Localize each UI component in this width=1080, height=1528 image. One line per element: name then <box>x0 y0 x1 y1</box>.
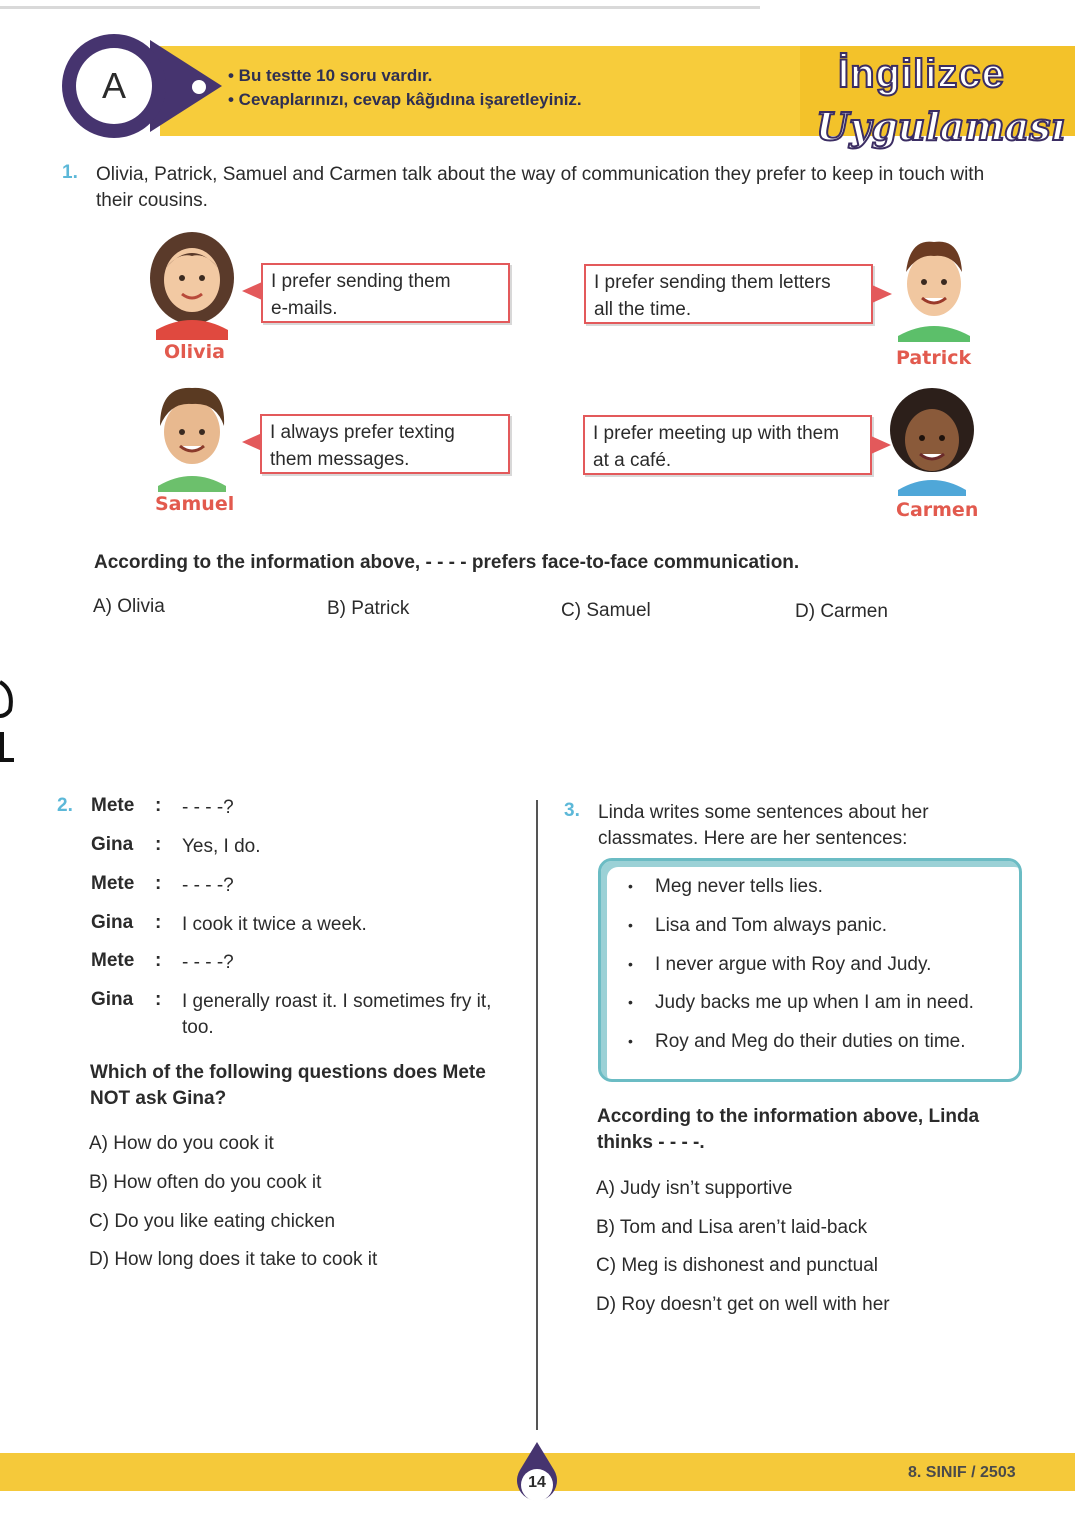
dialogue-colon: : <box>155 834 162 855</box>
dialogue-line: - - - -? <box>182 797 234 818</box>
q1-option-b[interactable]: B) Patrick <box>327 598 410 619</box>
q3-option-a[interactable]: A) Judy isn’t supportive <box>596 1178 793 1199</box>
sentence-item: Lisa and Tom always panic. <box>655 915 887 936</box>
q1-number: 1. <box>62 162 78 183</box>
patrick-avatar <box>888 232 980 342</box>
q2-question <box>90 1060 486 1112</box>
dialogue-line: I cook it twice a week. <box>182 914 367 935</box>
bullet-icon: • <box>628 956 633 972</box>
samuel-name: Samuel <box>155 493 235 515</box>
bubble-line: I prefer sending them letters <box>594 272 831 293</box>
q3-question-line: thinks - - - -. <box>597 1132 705 1153</box>
bubble-line: e-mails. <box>271 298 338 319</box>
page-number: 14 <box>528 1474 546 1491</box>
bullet-icon: • <box>628 878 633 894</box>
bubble-line: I always prefer texting <box>270 422 455 443</box>
top-rule <box>0 6 760 9</box>
patrick-name: Patrick <box>896 347 972 369</box>
q3-stem <box>598 800 929 852</box>
q2-option-d[interactable]: D) How long does it take to cook it <box>89 1249 378 1270</box>
instruction-line: • Cevaplarınızı, cevap kâğıdına işaretleyiniz. <box>228 90 582 109</box>
dialogue-speaker: Mete <box>91 795 135 816</box>
sentence-item: I never argue with Roy and Judy. <box>655 954 932 975</box>
dialogue-colon: : <box>155 912 162 933</box>
q1-stem-line: Olivia, Patrick, Samuel and Carmen talk about the way of communication they prefer to keep in touch with <box>96 164 985 185</box>
dialogue-line: I generally roast it. I sometimes fry it, <box>182 991 492 1012</box>
bubble-line: at a café. <box>593 450 672 471</box>
sentence-item: Meg never tells lies. <box>655 876 823 897</box>
brand-subtitle: Uygulaması <box>816 104 1066 149</box>
carmen-name: Carmen <box>896 499 979 521</box>
q2-option-a[interactable]: A) How do you cook it <box>89 1133 274 1154</box>
sentence-item: Roy and Meg do their duties on time. <box>655 1031 966 1052</box>
q1-question: According to the information above, - - - - prefers face-to-face communication. <box>94 552 800 573</box>
dialogue-line: - - - -? <box>182 875 234 896</box>
badge-dot <box>192 80 206 94</box>
q2-question-line: Which of the following questions does Mete <box>90 1062 486 1083</box>
column-divider <box>536 800 538 1430</box>
carmen-avatar <box>886 386 978 496</box>
margin-mark <box>0 676 14 766</box>
bullet-icon: • <box>628 994 633 1010</box>
dialogue-colon: : <box>155 873 162 894</box>
olivia-name: Olivia <box>164 341 225 363</box>
bubble-line: I prefer sending them <box>271 271 451 292</box>
q2-number: 2. <box>57 795 73 816</box>
bubble-line: them messages. <box>270 449 410 470</box>
test-instructions <box>228 64 582 112</box>
carmen-speech-bubble <box>583 415 872 475</box>
sentence-item: Judy backs me up when I am in need. <box>655 992 974 1013</box>
dialogue-line: Yes, I do. <box>182 836 261 857</box>
bubble-line: I prefer meeting up with them <box>593 423 840 444</box>
dialogue-speaker: Gina <box>91 912 134 933</box>
grade-label: 8. SINIF / 2503 <box>908 1464 1016 1481</box>
q2-option-b[interactable]: B) How often do you cook it <box>89 1172 322 1193</box>
q3-option-d[interactable]: D) Roy doesn’t get on well with her <box>596 1294 890 1315</box>
q3-stem-line: classmates. Here are her sentences: <box>598 828 908 849</box>
brand-title: İngilizce <box>838 52 1005 96</box>
samuel-avatar <box>146 382 238 492</box>
bullet-icon: • <box>628 917 633 933</box>
section-letter: A <box>76 48 152 124</box>
dialogue-colon: : <box>155 950 162 971</box>
q1-stem-line: their cousins. <box>96 190 208 211</box>
olivia-avatar <box>146 230 238 340</box>
q1-stem <box>96 162 984 214</box>
samuel-bubble-pointer <box>242 433 262 451</box>
q2-question-line: NOT ask Gina? <box>90 1088 227 1109</box>
q1-option-c[interactable]: C) Samuel <box>561 600 651 621</box>
patrick-speech-bubble <box>584 264 873 324</box>
dialogue-speaker: Gina <box>91 834 134 855</box>
q3-number: 3. <box>564 800 580 821</box>
dialogue-colon: : <box>155 795 162 816</box>
q1-option-a[interactable]: A) Olivia <box>93 596 165 617</box>
dialogue-line: - - - -? <box>182 952 234 973</box>
dialogue-colon: : <box>155 989 162 1010</box>
dialogue-speaker: Mete <box>91 950 135 971</box>
section-badge <box>62 34 166 138</box>
dialogue-speaker: Gina <box>91 989 134 1010</box>
q2-option-c[interactable]: C) Do you like eating chicken <box>89 1211 336 1232</box>
bullet-icon: • <box>628 1033 633 1049</box>
olivia-bubble-pointer <box>242 282 262 300</box>
dialogue-speaker: Mete <box>91 873 135 894</box>
q3-option-b[interactable]: B) Tom and Lisa aren’t laid-back <box>596 1217 868 1238</box>
dialogue-line-continuation: too. <box>182 1017 214 1038</box>
bubble-line: all the time. <box>594 299 692 320</box>
q3-question <box>597 1104 979 1156</box>
samuel-speech-bubble <box>260 414 510 474</box>
q1-option-d[interactable]: D) Carmen <box>795 601 888 622</box>
q3-option-c[interactable]: C) Meg is dishonest and punctual <box>596 1255 878 1276</box>
q3-question-line: According to the information above, Linda <box>597 1106 980 1127</box>
instruction-line: • Bu testte 10 soru vardır. <box>228 66 433 85</box>
q3-stem-line: Linda writes some sentences about her <box>598 802 929 823</box>
olivia-speech-bubble <box>261 263 510 323</box>
